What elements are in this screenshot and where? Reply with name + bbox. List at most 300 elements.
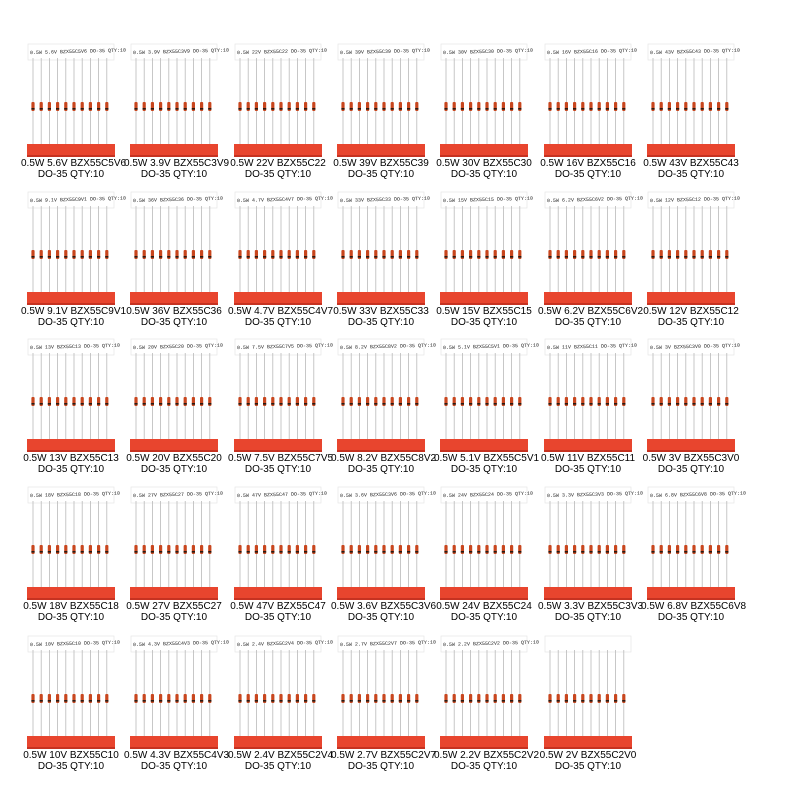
cathode-band	[48, 403, 51, 405]
diode-body	[382, 102, 385, 111]
diode-caption	[124, 750, 230, 772]
cathode-band	[444, 256, 447, 258]
cathode-band	[651, 256, 654, 258]
cathode-band	[589, 403, 592, 405]
cathode-band	[557, 256, 560, 258]
cathode-band	[143, 108, 146, 110]
cathode-band	[557, 700, 560, 702]
cathode-band	[692, 403, 695, 405]
diode-body	[271, 694, 274, 703]
cathode-band	[589, 256, 592, 258]
diode-body	[374, 250, 377, 259]
cathode-band	[366, 700, 369, 702]
diode-strip	[331, 483, 437, 623]
cathode-band	[64, 551, 67, 553]
cathode-band	[255, 700, 258, 702]
cathode-band	[81, 256, 84, 258]
diode-body	[548, 102, 551, 111]
cathode-band	[374, 700, 377, 702]
diode-caption	[641, 306, 741, 328]
diode-body	[159, 694, 162, 703]
cathode-band	[684, 108, 687, 110]
diode-body	[518, 250, 521, 259]
strip-label-text: 0.5W 4.7V BZX55C4V7 DO-35 QTY:10	[236, 195, 334, 205]
diode-body	[366, 102, 369, 111]
cathode-band	[494, 256, 497, 258]
diode-body	[304, 545, 307, 554]
caption-package: DO-35 QTY:10	[554, 761, 622, 772]
diode-body	[548, 250, 551, 259]
diode-body	[461, 102, 464, 111]
cathode-band	[358, 700, 361, 702]
diode-body	[279, 545, 282, 554]
cathode-band	[701, 551, 704, 553]
diode-body	[238, 694, 241, 703]
diode-body	[573, 694, 576, 703]
cathode-band	[382, 108, 385, 110]
diode-body	[717, 250, 720, 259]
diode-body	[81, 250, 84, 259]
diode-body	[557, 250, 560, 259]
cathode-band	[444, 551, 447, 553]
cathode-band	[175, 108, 178, 110]
diode-body	[581, 102, 584, 111]
cathode-band	[175, 403, 178, 405]
diode-body	[391, 545, 394, 554]
diode-body	[382, 250, 385, 259]
diode-body	[358, 694, 361, 703]
cathode-band	[374, 403, 377, 405]
cathode-band	[717, 256, 720, 258]
cathode-band	[105, 256, 108, 258]
cathode-band	[97, 700, 100, 702]
cathode-band	[247, 403, 250, 405]
diode-body	[485, 397, 488, 406]
cathode-band	[485, 403, 488, 405]
cathode-band	[341, 551, 344, 553]
caption-package: DO-35 QTY:10	[657, 169, 725, 180]
diode-strip	[333, 188, 431, 328]
diode-body	[97, 397, 100, 406]
diode-body	[40, 545, 43, 554]
diode-body	[660, 250, 663, 259]
cathode-band	[622, 700, 625, 702]
diode-body	[469, 250, 472, 259]
diode-body	[374, 102, 377, 111]
cathode-band	[701, 256, 704, 258]
cathode-band	[502, 700, 505, 702]
diode-body	[461, 250, 464, 259]
cathode-band	[192, 700, 195, 702]
diode-body	[382, 545, 385, 554]
diode-body	[263, 545, 266, 554]
red-tape-edge	[234, 598, 322, 600]
caption-spec: 0.5W 3.3V BZX55C3V3	[538, 601, 644, 612]
cathode-band	[64, 256, 67, 258]
diode-body	[143, 250, 146, 259]
cathode-band	[606, 700, 609, 702]
diode-body	[461, 545, 464, 554]
cathode-band	[709, 108, 712, 110]
diode-body	[692, 545, 695, 554]
cathode-band	[717, 108, 720, 110]
diode-body	[89, 545, 92, 554]
diode-body	[461, 397, 464, 406]
caption-package: DO-35 QTY:10	[657, 464, 725, 475]
cathode-band	[304, 256, 307, 258]
diode-body	[494, 250, 497, 259]
red-tape-edge	[234, 303, 322, 305]
diode-strip	[642, 335, 741, 475]
red-tape-edge	[130, 303, 218, 305]
diode-body	[184, 250, 187, 259]
cathode-band	[105, 551, 108, 553]
cathode-band	[684, 551, 687, 553]
cathode-band	[48, 551, 51, 553]
caption-package: DO-35 QTY:10	[244, 464, 312, 475]
cathode-band	[399, 256, 402, 258]
diode-body	[701, 102, 704, 111]
caption-package: DO-35 QTY:10	[657, 612, 725, 623]
cathode-band	[97, 108, 100, 110]
cathode-band	[407, 403, 410, 405]
diode-caption	[434, 453, 540, 475]
diode-body	[271, 250, 274, 259]
diode-body	[247, 694, 250, 703]
cathode-band	[89, 700, 92, 702]
cathode-band	[510, 256, 513, 258]
cathode-band	[288, 256, 291, 258]
cathode-band	[247, 256, 250, 258]
cathode-band	[622, 551, 625, 553]
cathode-band	[573, 700, 576, 702]
cathode-band	[238, 108, 241, 110]
diode-body	[350, 250, 353, 259]
cathode-band	[407, 108, 410, 110]
diode-caption	[124, 453, 224, 475]
cathode-band	[548, 403, 551, 405]
cathode-band	[557, 551, 560, 553]
cathode-band	[296, 551, 299, 553]
cathode-band	[31, 551, 34, 553]
cathode-band	[391, 403, 394, 405]
diode-caption	[331, 601, 437, 623]
cathode-band	[622, 108, 625, 110]
cathode-band	[725, 108, 728, 110]
caption-spec: 0.5W 3V BZX55C3V0	[642, 453, 740, 464]
diode-body	[444, 250, 447, 259]
diode-body	[247, 102, 250, 111]
diode-body	[374, 694, 377, 703]
cathode-band	[72, 256, 75, 258]
cathode-band	[651, 108, 654, 110]
cathode-band	[494, 700, 497, 702]
cathode-band	[709, 403, 712, 405]
diode-caption	[21, 750, 121, 772]
strip-label-text: 0.5W 2.7V BZX55C2V7 DO-35 QTY:10	[339, 639, 437, 649]
cathode-band	[399, 700, 402, 702]
cathode-band	[581, 700, 584, 702]
diode-body	[304, 102, 307, 111]
diode-body	[31, 102, 34, 111]
strip-label-text: 0.5W 3.3V BZX55C3V3 DO-35 QTY:10	[546, 490, 644, 500]
diode-strip	[126, 188, 224, 328]
caption-spec: 0.5W 47V BZX55C47	[230, 601, 326, 612]
diode-body	[668, 397, 671, 406]
diode-body	[358, 102, 361, 111]
diode-body	[263, 397, 266, 406]
diode-body	[573, 250, 576, 259]
red-tape-edge	[337, 303, 425, 305]
diode-body	[589, 545, 592, 554]
caption-package: DO-35 QTY:10	[140, 761, 208, 772]
diode-body	[208, 694, 211, 703]
cathode-band	[143, 551, 146, 553]
diode-body	[159, 250, 162, 259]
cathode-band	[651, 551, 654, 553]
cathode-band	[494, 108, 497, 110]
cathode-band	[415, 403, 418, 405]
strip-label-text: 0.5W 3V BZX55C3V0 DO-35 QTY:10	[649, 342, 741, 352]
cathode-band	[56, 700, 59, 702]
diode-body	[581, 694, 584, 703]
cathode-band	[461, 256, 464, 258]
diode-body	[143, 694, 146, 703]
diode-body	[717, 102, 720, 111]
diode-body	[477, 102, 480, 111]
diode-body	[668, 545, 671, 554]
cathode-band	[40, 256, 43, 258]
diode-body	[622, 694, 625, 703]
diode-body	[391, 694, 394, 703]
strip-label-text: 0.5W 12V BZX55C12 DO-35 QTY:10	[649, 195, 741, 205]
diode-body	[341, 397, 344, 406]
cathode-band	[725, 403, 728, 405]
cathode-band	[31, 108, 34, 110]
diode-body	[304, 694, 307, 703]
strip-label-text: 0.5W 30V BZX55C30 DO-35 QTY:10	[442, 47, 534, 57]
cathode-band	[382, 403, 385, 405]
cathode-band	[208, 108, 211, 110]
diode-body	[48, 102, 51, 111]
cathode-band	[192, 108, 195, 110]
cathode-band	[192, 256, 195, 258]
diode-body	[614, 694, 617, 703]
diode-body	[622, 397, 625, 406]
caption-spec: 0.5W 5.6V BZX55C5V6	[21, 158, 127, 169]
cathode-band	[167, 403, 170, 405]
red-tape-edge	[337, 747, 425, 749]
cathode-band	[279, 700, 282, 702]
strip-label-text: 0.5W 3.6V BZX55C3V6 DO-35 QTY:10	[339, 490, 437, 500]
cathode-band	[573, 108, 576, 110]
diode-strip	[436, 483, 534, 623]
cathode-band	[382, 700, 385, 702]
cathode-band	[717, 403, 720, 405]
diode-body	[415, 102, 418, 111]
cathode-band	[391, 108, 394, 110]
diode-body	[263, 102, 266, 111]
cathode-band	[238, 403, 241, 405]
diode-body	[502, 545, 505, 554]
diode-body	[167, 250, 170, 259]
diode-body	[477, 694, 480, 703]
cathode-band	[477, 403, 480, 405]
cathode-band	[614, 700, 617, 702]
diode-body	[548, 694, 551, 703]
diode-body	[622, 102, 625, 111]
diode-strip	[641, 483, 747, 623]
cathode-band	[598, 256, 601, 258]
cathode-band	[200, 403, 203, 405]
diode-caption	[228, 306, 334, 328]
cathode-band	[614, 256, 617, 258]
cathode-band	[589, 700, 592, 702]
diode-body	[453, 545, 456, 554]
diode-body	[279, 397, 282, 406]
diode-body	[31, 694, 34, 703]
diode-body	[606, 694, 609, 703]
caption-spec: 0.5W 8.2V BZX55C8V2	[331, 453, 437, 464]
diode-body	[676, 250, 679, 259]
diode-caption	[641, 601, 747, 623]
diode-body	[494, 545, 497, 554]
cathode-band	[31, 256, 34, 258]
diode-body	[461, 694, 464, 703]
cathode-band	[312, 403, 315, 405]
diode-body	[192, 102, 195, 111]
diode-body	[247, 397, 250, 406]
cathode-band	[263, 256, 266, 258]
cathode-band	[151, 256, 154, 258]
cathode-band	[296, 403, 299, 405]
diode-body	[81, 397, 84, 406]
diode-body	[350, 102, 353, 111]
diode-body	[72, 102, 75, 111]
strip-label-text: 0.5W 33V BZX55C33 DO-35 QTY:10	[339, 195, 431, 205]
red-tape-edge	[544, 450, 632, 452]
cathode-band	[184, 551, 187, 553]
diode-body	[134, 397, 137, 406]
cathode-band	[581, 403, 584, 405]
cathode-band	[296, 256, 299, 258]
caption-spec: 0.5W 7.5V BZX55C7V5	[228, 453, 334, 464]
cathode-band	[518, 551, 521, 553]
diode-body	[72, 397, 75, 406]
caption-package: DO-35 QTY:10	[244, 761, 312, 772]
cathode-band	[581, 108, 584, 110]
cathode-band	[391, 256, 394, 258]
diode-body	[208, 397, 211, 406]
diode-body	[589, 250, 592, 259]
diode-body	[288, 545, 291, 554]
diode-strip	[331, 632, 437, 772]
caption-spec: 0.5W 11V BZX55C11	[540, 453, 636, 464]
diode-strip	[21, 40, 127, 180]
caption-package: DO-35 QTY:10	[347, 761, 415, 772]
caption-package: DO-35 QTY:10	[37, 612, 105, 623]
diode-body	[453, 102, 456, 111]
caption-spec: 0.5W 30V BZX55C30	[436, 158, 532, 169]
cathode-band	[255, 108, 258, 110]
cathode-band	[477, 551, 480, 553]
cathode-band	[614, 403, 617, 405]
diode-body	[606, 102, 609, 111]
diode-caption	[434, 306, 534, 328]
cathode-band	[296, 108, 299, 110]
diode-body	[660, 545, 663, 554]
diode-body	[81, 694, 84, 703]
cathode-band	[134, 256, 137, 258]
diode-body	[200, 102, 203, 111]
diode-body	[134, 250, 137, 259]
diode-body	[358, 250, 361, 259]
red-tape-edge	[234, 155, 322, 157]
caption-package: DO-35 QTY:10	[244, 612, 312, 623]
cathode-band	[485, 108, 488, 110]
diode-body	[350, 397, 353, 406]
red-tape-edge	[130, 747, 218, 749]
diode-body	[415, 694, 418, 703]
cathode-band	[263, 403, 266, 405]
diode-body	[598, 694, 601, 703]
diode-body	[407, 545, 410, 554]
diode-body	[614, 545, 617, 554]
diode-body	[31, 545, 34, 554]
caption-package: DO-35 QTY:10	[140, 464, 208, 475]
diode-strip	[126, 335, 224, 475]
caption-spec: 0.5W 4.3V BZX55C4V3	[124, 750, 230, 761]
red-tape-edge	[440, 747, 528, 749]
cathode-band	[502, 403, 505, 405]
diode-body	[469, 397, 472, 406]
diode-body	[288, 694, 291, 703]
diode-body	[684, 397, 687, 406]
cathode-band	[510, 403, 513, 405]
cathode-band	[573, 403, 576, 405]
diode-strip	[126, 483, 224, 623]
diode-body	[651, 102, 654, 111]
diode-body	[614, 397, 617, 406]
strip-label-text: 0.5W 5.6V BZX55C5V6 DO-35 QTY:10	[29, 47, 127, 57]
red-tape-edge	[544, 303, 632, 305]
diode-body	[341, 545, 344, 554]
diode-body	[304, 250, 307, 259]
cathode-band	[444, 108, 447, 110]
diode-strip	[434, 632, 540, 772]
diode-caption	[434, 158, 534, 180]
cathode-band	[134, 551, 137, 553]
diode-body	[477, 250, 480, 259]
cathode-band	[175, 700, 178, 702]
diode-body	[200, 694, 203, 703]
diode-body	[548, 397, 551, 406]
strip-label-text: 0.5W 43V BZX55C43 DO-35 QTY:10	[649, 47, 741, 57]
diode-body	[263, 694, 266, 703]
diode-body	[312, 397, 315, 406]
diode-body	[40, 250, 43, 259]
diode-body	[56, 250, 59, 259]
cathode-band	[510, 551, 513, 553]
cathode-band	[184, 256, 187, 258]
caption-spec: 0.5W 16V BZX55C16	[540, 158, 636, 169]
diode-caption	[434, 750, 540, 772]
cathode-band	[366, 403, 369, 405]
cathode-band	[255, 551, 258, 553]
diode-caption	[538, 306, 644, 328]
cathode-band	[271, 108, 274, 110]
diode-body	[134, 102, 137, 111]
